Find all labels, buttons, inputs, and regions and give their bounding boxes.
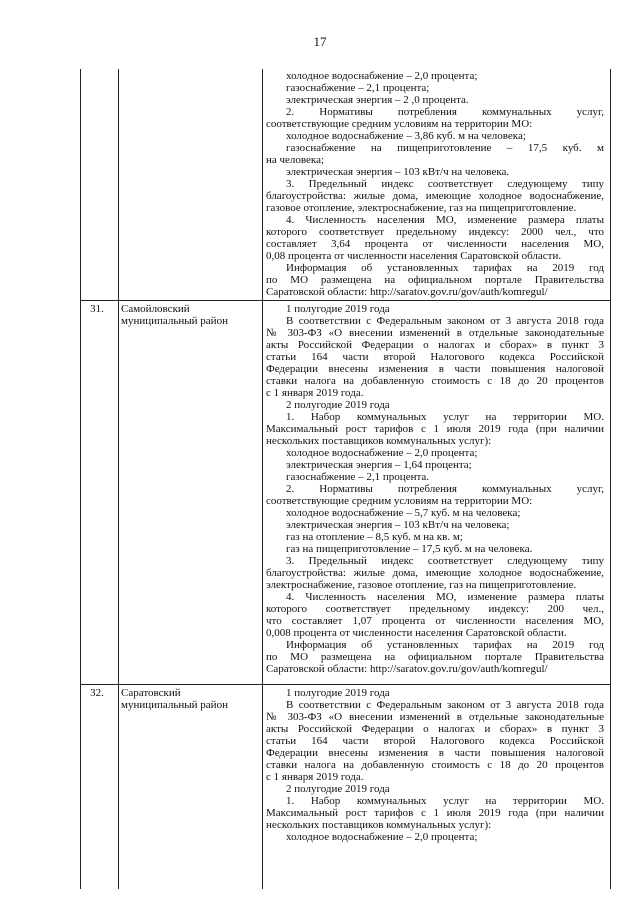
text-line: газовое отопление, электроснабжение, газ на пищеприготовление. bbox=[266, 202, 577, 214]
district-name-32 bbox=[121, 687, 261, 711]
text-line: нескольких поставщиков коммунальных услуг): bbox=[266, 819, 492, 831]
text-line: 1. Набор коммунальных услуг на территории МО. bbox=[286, 795, 604, 807]
text-line: ставки налога на добавленную стоимость с 18 до 20 процентов bbox=[266, 759, 604, 771]
district-name-line: муниципальный район bbox=[121, 315, 228, 327]
text-line: составляет 3,64 процента от численности населения МО, bbox=[266, 238, 604, 250]
text-line: № 303-ФЗ «О внесении изменений в отдельные законодательные bbox=[266, 327, 604, 339]
text-line: Федерации внесены изменения в части повышения налоговой bbox=[266, 747, 604, 759]
text-line: электроснабжение, газовое отопление, газ на пищеприготовление. bbox=[266, 579, 577, 591]
text-line: Информация об установленных тарифах на 2019 год bbox=[286, 262, 604, 274]
text-line: холодное водоснабжение – 3,86 куб. м на человека; bbox=[286, 130, 526, 142]
text-line: статьи 164 части второй Налогового кодекса Российской bbox=[266, 735, 604, 747]
text-line: на человека; bbox=[266, 154, 325, 166]
text-line: 2 полугодие 2019 года bbox=[286, 399, 390, 411]
text-line: Максимальный рост тарифов с 1 июля 2019 года (при наличии bbox=[266, 807, 604, 819]
district-name-line: Самойловский bbox=[121, 303, 190, 315]
text-line: В соответствии с Федеральным законом от 3 августа 2018 года bbox=[286, 315, 604, 327]
continuation-text bbox=[266, 70, 604, 298]
text-line: акты Российской Федерации о налогах и сборах» в пункт 3 bbox=[266, 339, 604, 351]
text-line: 2. Нормативы потребления коммунальных услуг, bbox=[286, 483, 604, 495]
text-line: газ на отопление – 8,5 куб. м на кв. м; bbox=[286, 531, 463, 543]
row-31-text bbox=[266, 303, 604, 675]
text-line: которого соответствует предельному индексу: 2000 чел., что bbox=[266, 226, 604, 238]
text-line: 0,008 процента от численности населения Саратовской области. bbox=[266, 627, 567, 639]
row-divider-32 bbox=[81, 684, 610, 685]
document-table bbox=[80, 69, 611, 889]
text-line: холодное водоснабжение – 2,0 процента; bbox=[286, 70, 478, 82]
text-line: газ на пищеприготовление – 17,5 куб. м на человека. bbox=[286, 543, 533, 555]
row-divider-31 bbox=[81, 300, 610, 301]
text-line: Саратовской области: http://saratov.gov.ru/gov/auth/komregul/ bbox=[266, 663, 548, 675]
text-line: благоустройства: жилые дома, имеющие холодное водоснабжение, bbox=[266, 190, 604, 202]
text-line: электрическая энергия – 103 кВт/ч на человека. bbox=[286, 166, 510, 178]
text-line: электрическая энергия – 103 кВт/ч на человека; bbox=[286, 519, 510, 531]
text-line: электрическая энергия – 1,64 процента; bbox=[286, 459, 472, 471]
text-line: соответствующие средним условиям на территории МО: bbox=[266, 118, 533, 130]
text-line: с 1 января 2019 года. bbox=[266, 387, 364, 399]
text-line: 2 полугодие 2019 года bbox=[286, 783, 390, 795]
text-line: которого соответствует предельному индексу: 200 чел., bbox=[266, 603, 604, 615]
text-line: 0,08 процента от численности населения Саратовской области. bbox=[266, 250, 562, 262]
row-31-content bbox=[266, 303, 604, 675]
text-line: холодное водоснабжение – 2,0 процента; bbox=[286, 831, 478, 843]
text-line: 3. Предельный индекс соответствует следующему типу bbox=[286, 178, 604, 190]
district-name-line: Саратовский bbox=[121, 687, 181, 699]
text-line: Информация об установленных тарифах на 2019 год bbox=[286, 639, 604, 651]
text-line: 3. Предельный индекс соответствует следующему типу bbox=[286, 555, 604, 567]
text-line: по МО размещена на официальном портале Правительства bbox=[266, 274, 604, 286]
text-line: 1. Набор коммунальных услуг на территории МО. bbox=[286, 411, 604, 423]
district-name-31 bbox=[121, 303, 261, 327]
text-line: Федерации внесены изменения в части повышения налоговой bbox=[266, 363, 604, 375]
text-line: ставки налога на добавленную стоимость с 18 до 20 процентов bbox=[266, 375, 604, 387]
district-name-line: муниципальный район bbox=[121, 699, 228, 711]
row-number-31: 31. bbox=[90, 303, 104, 315]
text-line: газоснабжение – 2,1 процента; bbox=[286, 82, 430, 94]
text-line: холодное водоснабжение – 5,7 куб. м на человека; bbox=[286, 507, 521, 519]
text-line: 4. Численность населения МО, изменение размера платы bbox=[286, 591, 604, 603]
column-divider-number bbox=[118, 69, 119, 889]
text-line: 1 полугодие 2019 года bbox=[286, 303, 390, 315]
text-line: газоснабжение на пищеприготовление – 17,5 куб. м bbox=[286, 142, 604, 154]
text-line: холодное водоснабжение – 2,0 процента; bbox=[286, 447, 478, 459]
text-line: 1 полугодие 2019 года bbox=[286, 687, 390, 699]
column-divider-name bbox=[262, 69, 263, 889]
text-line: статьи 164 части второй Налогового кодекса Российской bbox=[266, 351, 604, 363]
text-line: акты Российской Федерации о налогах и сборах» в пункт 3 bbox=[266, 723, 604, 735]
page-number: 17 bbox=[313, 34, 327, 49]
row-number-32: 32. bbox=[90, 687, 104, 699]
row-32-text bbox=[266, 687, 604, 843]
text-line: электрическая энергия – 2 ,0 процента. bbox=[286, 94, 469, 106]
text-line: В соответствии с Федеральным законом от 3 августа 2018 года bbox=[286, 699, 604, 711]
text-line: по МО размещена на официальном портале Правительства bbox=[266, 651, 604, 663]
text-line: 4. Численность населения МО, изменение размера платы bbox=[286, 214, 604, 226]
text-line: газоснабжение – 2,1 процента. bbox=[286, 471, 430, 483]
text-line: соответствующие средним условиям на территории МО: bbox=[266, 495, 533, 507]
text-line: Саратовской области: http://saratov.gov.ru/gov/auth/komregul/ bbox=[266, 286, 548, 298]
text-line: 2. Нормативы потребления коммунальных услуг, bbox=[286, 106, 604, 118]
text-line: с 1 января 2019 года. bbox=[266, 771, 364, 783]
text-line: нескольких поставщиков коммунальных услуг): bbox=[266, 435, 492, 447]
row-32-content bbox=[266, 687, 604, 843]
continuation-cell bbox=[266, 70, 604, 298]
text-line: Максимальный рост тарифов с 1 июля 2019 года (при наличии bbox=[266, 423, 604, 435]
text-line: благоустройства: жилые дома, имеющие холодное водоснабжение, bbox=[266, 567, 604, 579]
text-line: № 303-ФЗ «О внесении изменений в отдельные законодательные bbox=[266, 711, 604, 723]
text-line: что составляет 1,07 процента от численности населения МО, bbox=[266, 615, 604, 627]
